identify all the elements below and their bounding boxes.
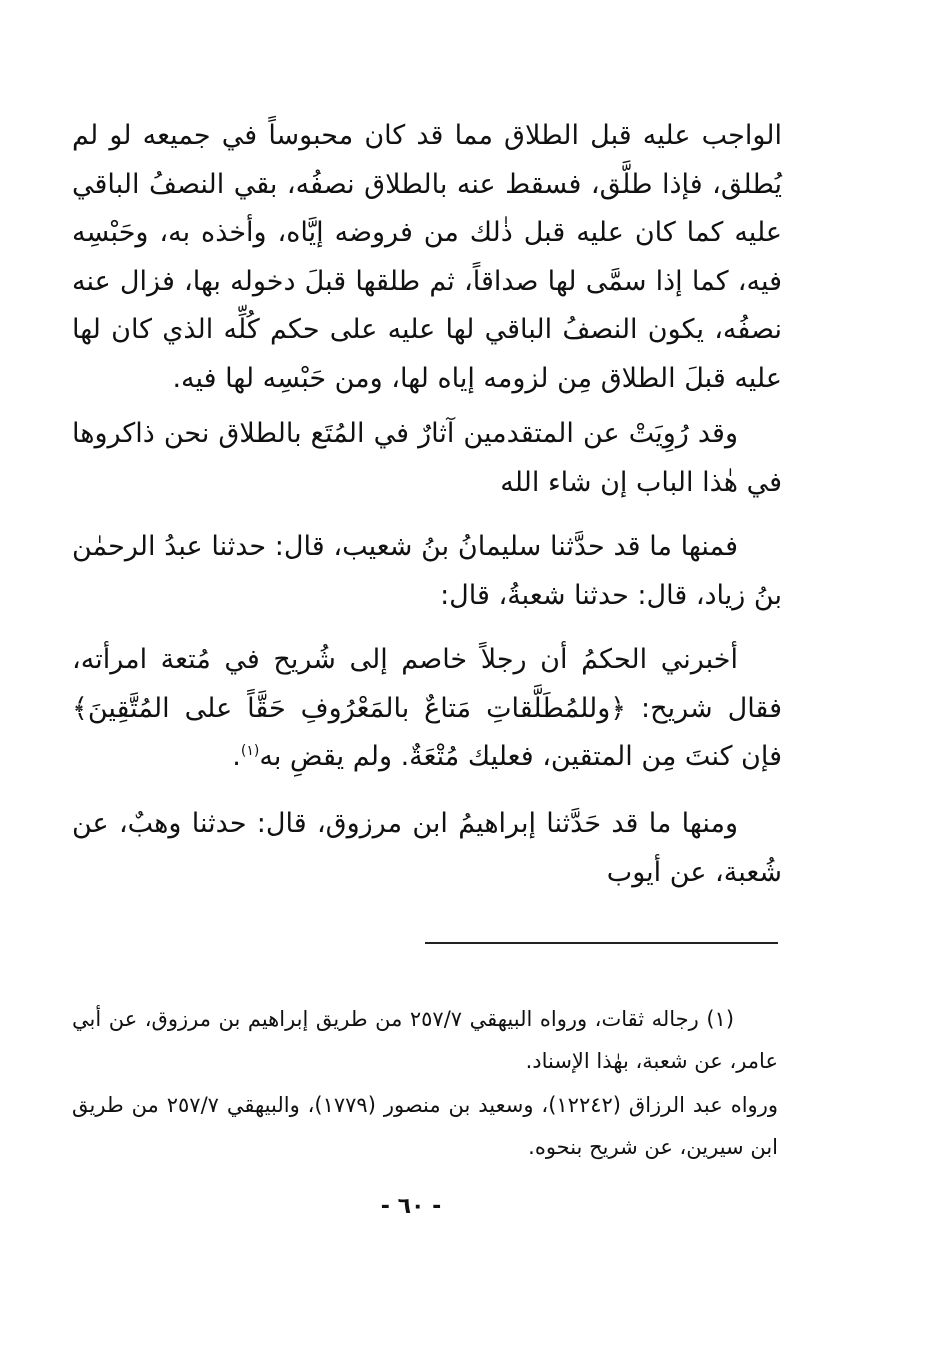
paragraph-2 bbox=[72, 410, 782, 507]
paragraph-2-text: وقد رُوِيَتْ عن المتقدمين آثارٌ في المُتَع بالطلاق نحن ذاكروها في هٰذا الباب إن شاء الله bbox=[72, 418, 782, 498]
page-number: - ٦٠ - bbox=[380, 1194, 442, 1219]
footnote-1-text: (١) رجاله ثقات، ورواه البيهقي ٢٥٧/٧ من طريق إبراهيم بن مرزوق، عن أبي عامر، عن شعبة، بهٰذا الإسناد. bbox=[72, 1007, 778, 1073]
paragraph-1-text: الواجب عليه قبل الطلاق مما قد كان محبوساً في جميعه لو لم يُطلق، فإذا طلَّق، فسقط عنه بالطلاق نصفُه، بقي النصفُ الباقي عليه كما كان عليه قبل ذٰلك من فروضه إيَّاه، وأخذه به، وحَبْسِه فيه، كما إذا سمَّى لها صداقاً، ثم طلقها قبلَ دخوله بها، فزال عنه نصفُه، يكون النصفُ الباقي لها عليه على حكم كُلِّه الذي كان لها عليه قبلَ الطلاق مِن لزومه إياه لها، ومن حَبْسِه لها فيه. bbox=[72, 120, 782, 394]
paragraph-3-text: فمنها ما قد حدَّثنا سليمانُ بنُ شعيب، قال: حدثنا عبدُ الرحمٰن بنُ زياد، قال: حدثنا شعبةُ، قال: bbox=[72, 531, 782, 611]
paragraph-4-tail: . bbox=[232, 741, 241, 772]
footnote-2-text: ورواه عبد الرزاق (١٢٢٤٢)، وسعيد بن منصور (١٧٧٩)، والبيهقي ٢٥٧/٧ من طريق ابن سيرين، عن شريح بنحوه. bbox=[72, 1093, 778, 1159]
footnote-2 bbox=[72, 1084, 778, 1168]
paragraph-4-text: أخبرني الحكمُ أن رجلاً خاصم إلى شُريح في مُتعة امرأته، فقال شريح: ﴿وللمُطَلَّقاتِ مَتاعٌ بالمَعْرُوفِ حَقَّاً على المُتَّقِينَ﴾ فإن كنتَ مِن المتقين، فعليك مُتْعَةٌ. ولم يقضِ به bbox=[72, 644, 782, 772]
footnote-reference: (١) bbox=[240, 743, 260, 759]
paragraph-5-text: ومنها ما قد حَدَّثنا إبراهيمُ ابن مرزوق، قال: حدثنا وهبٌ، عن شُعبة، عن أيوب bbox=[72, 808, 782, 888]
footnote-separator bbox=[425, 942, 778, 944]
paragraph-1 bbox=[72, 112, 782, 403]
paragraph-3 bbox=[72, 523, 782, 620]
paragraph-5 bbox=[72, 800, 782, 897]
paragraph-4 bbox=[72, 636, 782, 782]
footnote-1 bbox=[72, 998, 778, 1082]
